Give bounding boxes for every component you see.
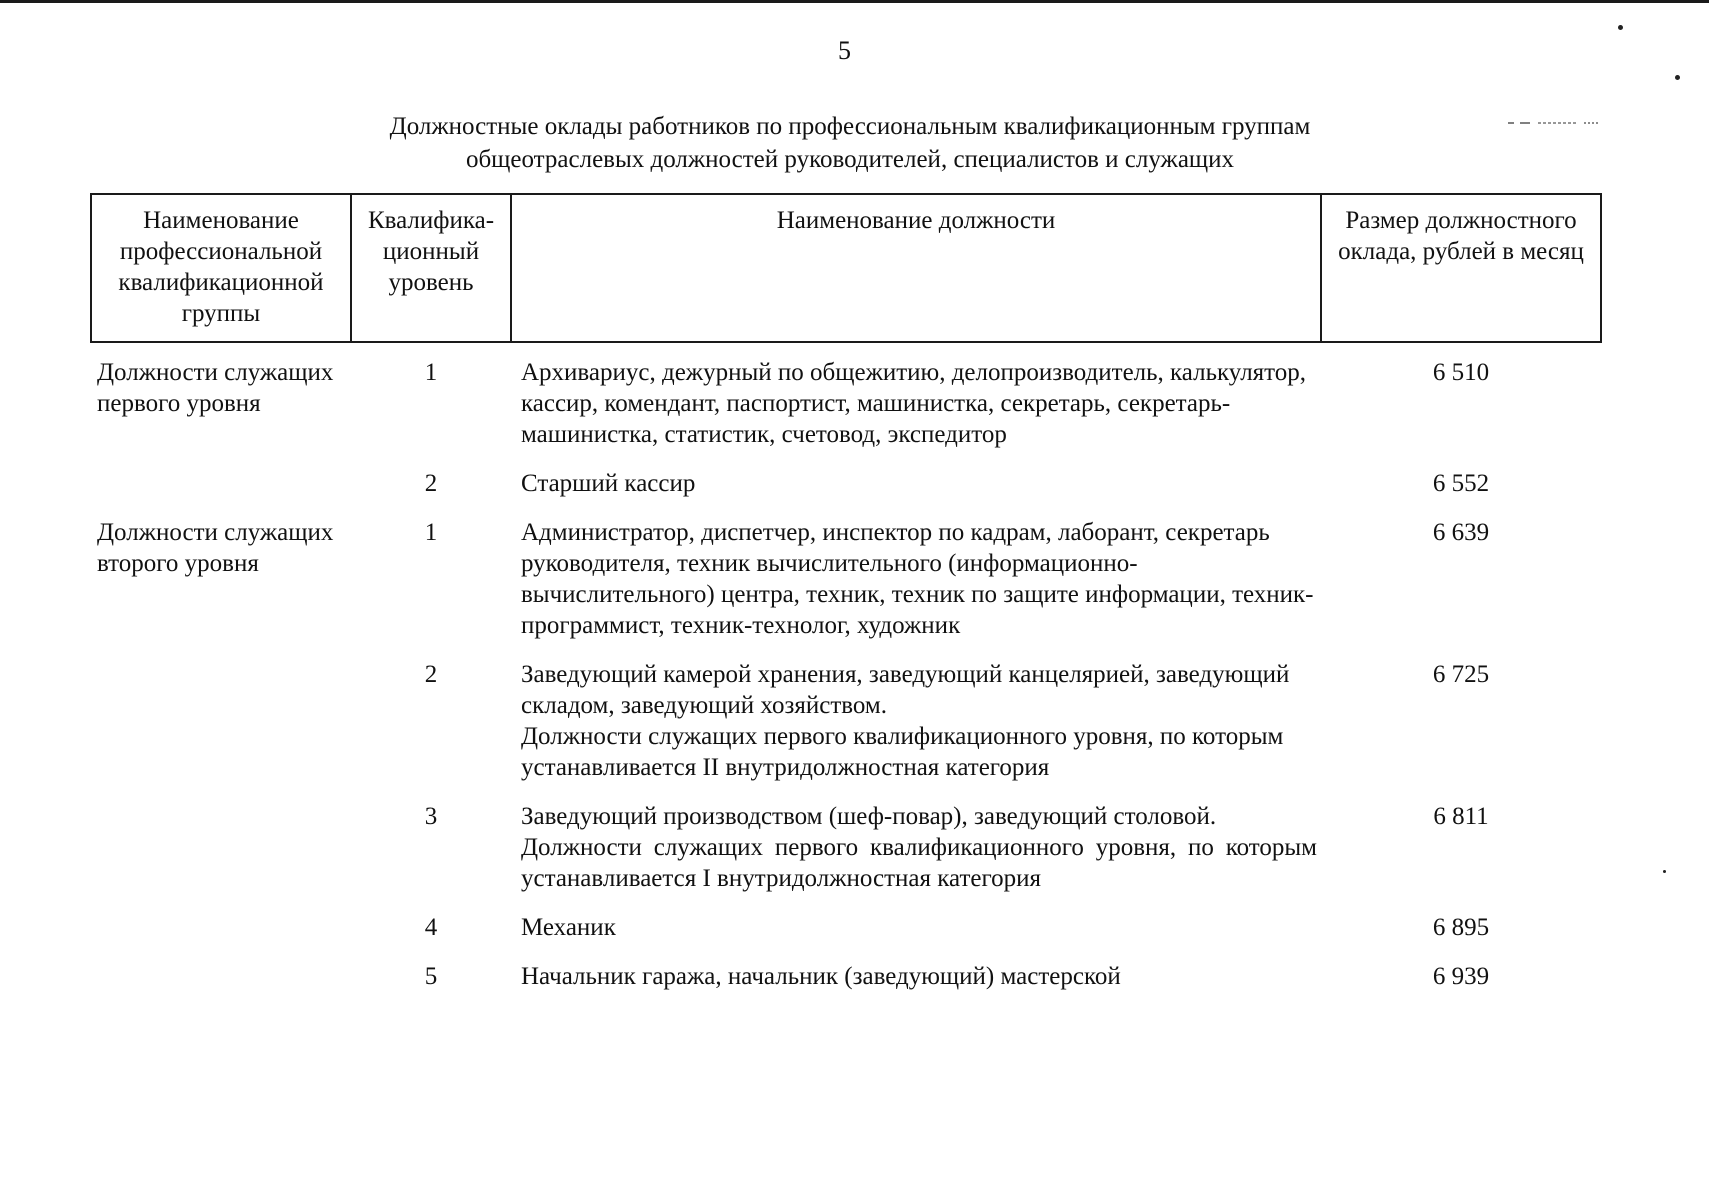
- salary-cell: 6 639: [1432, 519, 1490, 546]
- positions-cell: Старший кассир: [521, 470, 696, 497]
- level-cell: 2: [424, 661, 438, 688]
- positions-category-note: Должности служащих первого квалификационного уровня, по которым устанавливается I внутридолжностная категория: [521, 834, 1317, 892]
- title-line-2: общеотраслевых должностей руководителей, специалистов и служащих: [465, 146, 1235, 173]
- level-cell: 1: [424, 519, 438, 546]
- table-row: [91, 517, 1601, 659]
- group-name-cell: [91, 801, 351, 912]
- level-cell: 5: [424, 963, 438, 990]
- group-name-cell: [91, 468, 351, 517]
- salary-cell: 6 552: [1432, 470, 1490, 497]
- title-line-1: Должностные оклады работников по профессиональным квалификационным группам: [389, 113, 1311, 140]
- salary-cell: 6 895: [1432, 914, 1490, 941]
- table-row: [91, 468, 1601, 517]
- table-row: [91, 342, 1601, 468]
- scan-speck: [1618, 25, 1623, 30]
- document-title: [300, 110, 1400, 176]
- positions-cell: Администратор, диспетчер, инспектор по кадрам, лаборант, секретарь руководителя, техник вычислительного (информационно-вычислительного) центра, техник, техник по защите информации, техник-программист, техник-технолог, художник: [521, 519, 1314, 639]
- header-level: Квалифика-ционный уровень: [351, 194, 511, 342]
- positions-category-note: Должности служащих первого квалификационного уровня, по которым устанавливается II внутридолжностная категория: [521, 723, 1284, 781]
- level-cell: 1: [424, 359, 438, 386]
- group-name-cell: [91, 961, 351, 1010]
- group-name-cell: [91, 659, 351, 801]
- table-row: [91, 659, 1601, 801]
- header-group-name: Наименование профессиональной квалификационной группы: [91, 194, 351, 342]
- level-cell: 3: [424, 803, 438, 830]
- scan-noise-mark: [1508, 121, 1636, 125]
- table-row: [91, 961, 1601, 1010]
- positions-cell: Архивариус, дежурный по общежитию, делопроизводитель, калькулятор, кассир, комендант, паспортист, машинистка, секретарь, секретарь-машинистка, статистик, счетовод, экспедитор: [521, 359, 1307, 448]
- positions-text: Заведующий производством (шеф-повар), заведующий столовой.: [521, 803, 1217, 830]
- scan-speck: [1663, 870, 1666, 873]
- page-number: 5: [838, 36, 851, 65]
- level-cell: 2: [424, 470, 438, 497]
- salary-cell: 6 811: [1433, 803, 1489, 830]
- positions-cell: Механик: [521, 914, 616, 941]
- salary-cell: 6 939: [1432, 963, 1490, 990]
- salary-table: [90, 193, 1602, 1010]
- level-cell: 4: [424, 914, 438, 941]
- header-position-name: Наименование должности: [511, 194, 1321, 342]
- table-row: [91, 912, 1601, 961]
- positions-cell: [511, 801, 1321, 912]
- table-row: [91, 801, 1601, 912]
- group-name-cell: Должности служащих второго уровня: [97, 519, 334, 577]
- group-name-cell: Должности служащих первого уровня: [97, 359, 334, 417]
- header-salary: Размер должностного оклада, рублей в месяц: [1321, 194, 1601, 342]
- scan-speck: [1675, 75, 1680, 80]
- table-header-row: [91, 194, 1601, 342]
- salary-cell: 6 725: [1432, 661, 1490, 688]
- scan-top-border: [0, 0, 1709, 3]
- group-name-cell: [91, 912, 351, 961]
- positions-cell: Начальник гаража, начальник (заведующий) мастерской: [521, 963, 1121, 990]
- positions-text: Заведующий камерой хранения, заведующий канцелярией, заведующий складом, заведующий хозяйством.: [521, 661, 1290, 719]
- positions-cell: [511, 659, 1321, 801]
- salary-cell: 6 510: [1432, 359, 1490, 386]
